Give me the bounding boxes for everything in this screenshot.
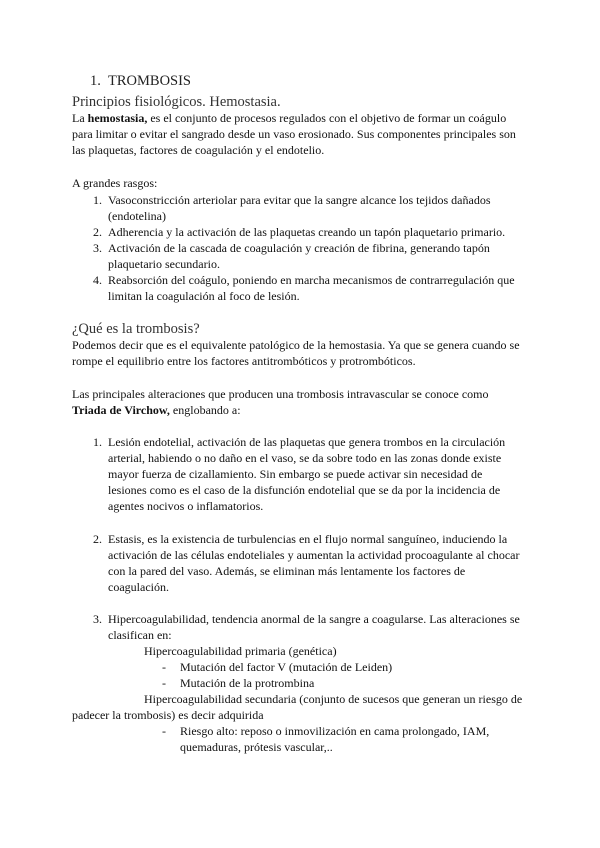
list-item-cont: (endotelina) — [108, 209, 166, 223]
list-item: Adherencia y la activación de las plaquetas creando un tapón plaquetario primario. — [108, 225, 506, 239]
paragraph-line: para limitar o evitar el sangrado desde un vaso erosionado. Sus componentes principales son — [72, 127, 516, 141]
list-item-cont: lesiones como es el caso de la disfunción endotelial que se da por la incidencia de — [108, 483, 501, 497]
list-intro: A grandes rasgos: — [72, 176, 158, 190]
list-item: Reabsorción del coágulo, poniendo en marcha mecanismos de contrarregulación que — [108, 273, 515, 287]
term-triada-virchow: Triada de Virchow, — [72, 403, 170, 417]
paragraph-line: padecer la trombosis) es decir adquirida — [72, 708, 264, 722]
list-number: 3. — [93, 612, 102, 626]
subheading-primaria: Hipercoagulabilidad primaria (genética) — [144, 644, 337, 658]
sub-list-item-cont: quemaduras, prótesis vascular,.. — [180, 740, 333, 754]
list-item-cont: arterial, habiendo o no daño en el vaso, se da sobre todo en las zonas donde existe — [108, 451, 502, 465]
page-title: TROMBOSIS — [108, 73, 191, 89]
list-number: 2. — [93, 532, 102, 546]
paragraph-line: las plaquetas, factores de coagulación y el endotelio. — [72, 143, 325, 157]
list-item-cont: mayor fuerza de cizallamiento. Sin embargo se puede activar sin necesidad de — [108, 467, 483, 481]
list-item: Activación de la cascada de coagulación y creación de fibrina, generando tapón — [108, 241, 490, 255]
paragraph-line: rompe el equilibrio entre los factores antitrombóticos y protrombóticos. — [72, 354, 416, 368]
section-heading-trombosis: ¿Qué es la trombosis? — [72, 321, 200, 337]
list-item-cont: plaquetario secundario. — [108, 257, 220, 271]
list-item: Estasis, es la existencia de turbulencias en el flujo normal sanguíneo, induciendo la — [108, 532, 508, 546]
sub-list-item: Mutación de la protrombina — [180, 676, 315, 690]
list-item: Hipercoagulabilidad, tendencia anormal de la sangre a coagularse. Las alteraciones se — [108, 612, 520, 626]
sub-list-item: Riesgo alto: reposo o inmovilización en cama prolongado, IAM, — [180, 724, 490, 738]
dash-bullet: - — [162, 676, 166, 690]
list-item-cont: activación de las células endoteliales y aumentan la actividad procoagulante al chocar — [108, 548, 520, 562]
list-number: 1. — [93, 435, 102, 449]
paragraph-line: La hemostasia, es el conjunto de procesos regulados con el objetivo de formar un coágulo — [72, 111, 507, 125]
dash-bullet: - — [162, 724, 166, 738]
list-item: Lesión endotelial, activación de las plaquetas que genera trombos en la circulación — [108, 435, 506, 449]
list-number: 1. — [93, 193, 102, 207]
paragraph-line: Las principales alteraciones que producen una trombosis intravascular se conoce como — [72, 387, 489, 401]
title-number: 1. — [90, 73, 101, 89]
list-number: 4. — [93, 273, 102, 287]
list-item-cont: agentes nocivos o inflamatorios. — [108, 499, 264, 513]
list-number: 2. — [93, 225, 102, 239]
list-item: Vasoconstricción arteriolar para evitar que la sangre alcance los tejidos dañados — [108, 193, 491, 207]
list-item-cont: limitan la coagulación al foco de lesión. — [108, 289, 300, 303]
subheading-secundaria: Hipercoagulabilidad secundaria (conjunto de sucesos que generan un riesgo de — [144, 692, 523, 706]
list-number: 3. — [93, 241, 102, 255]
list-item-cont: con la pared del vaso. Además, se eliminan más lentamente los factores de — [108, 564, 466, 578]
paragraph-line: Podemos decir que es el equivalente patológico de la hemostasia. Ya que se genera cuando se — [72, 338, 520, 352]
list-item-cont: clasifican en: — [108, 628, 172, 642]
sub-list-item: Mutación del factor V (mutación de Leiden) — [180, 660, 393, 674]
paragraph-line: Triada de Virchow, englobando a: — [72, 403, 241, 417]
term-hemostasia: hemostasia, — [87, 111, 148, 125]
list-item-cont: coagulación. — [108, 580, 169, 594]
dash-bullet: - — [162, 660, 166, 674]
section-heading-hemostasia: Principios fisiológicos. Hemostasia. — [72, 94, 281, 110]
